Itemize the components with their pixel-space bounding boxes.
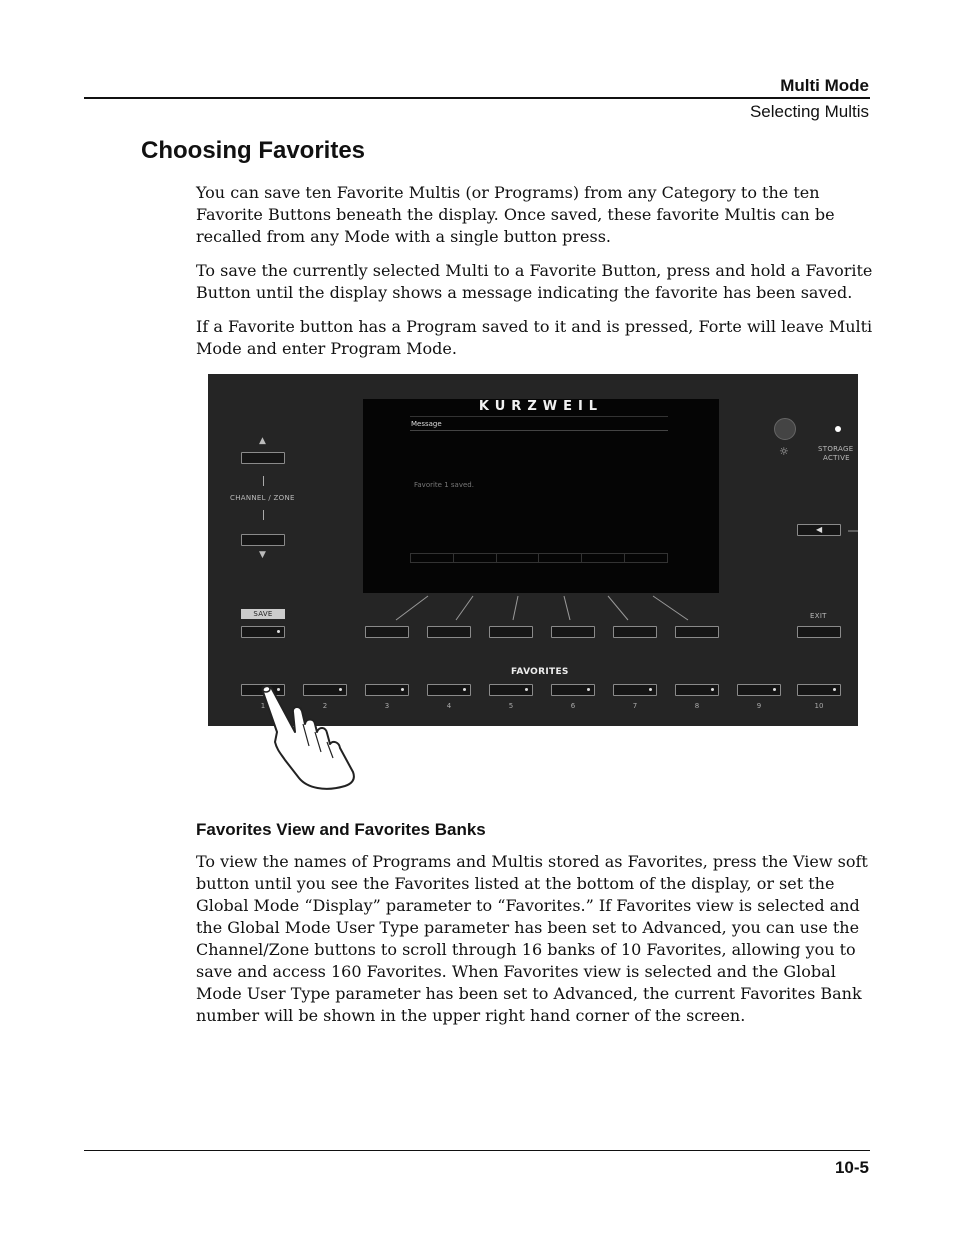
- subsection-paragraph: To view the names of Programs and Multis stored as Favorites, press the View soft button until you see the Favorites listed at the bottom of the display, or set the Global Mode “Display” parameter to “Favorites.” If Favorites view is selected and the Global Mode User Type parameter has been set to Advanced, you can use the Channel/Zone buttons to scroll through 16 banks of 10 Favorites, allowing you to save and access 160 Favorites. When Favorites view is selected and the Global Mode User Type parameter has been set to Advanced, the current Favorites Bank number will be shown in the upper right hand corner of the screen.: [196, 852, 868, 1025]
- active-label: ACTIVE: [823, 454, 850, 462]
- favorite-button-5[interactable]: [489, 684, 533, 696]
- soft-button-6[interactable]: [675, 626, 719, 638]
- favorite-button-7[interactable]: [613, 684, 657, 696]
- save-label: SAVE: [241, 609, 285, 619]
- exit-button[interactable]: [797, 626, 841, 638]
- storage-label: STORAGE: [818, 445, 854, 453]
- page-number: 10-5: [834, 1158, 869, 1177]
- favorite-number-6: 6: [570, 702, 576, 710]
- brightness-icon: ☼: [779, 445, 790, 458]
- favorite-number-4: 4: [446, 702, 452, 710]
- favorite-button-10[interactable]: [797, 684, 841, 696]
- storage-led-icon: [835, 426, 841, 432]
- favorite-number-2: 2: [322, 702, 328, 710]
- soft-button-1[interactable]: [365, 626, 409, 638]
- favorites-label: FAVORITES: [511, 667, 569, 677]
- favorite-button-9[interactable]: [737, 684, 781, 696]
- favorite-button-8[interactable]: [675, 684, 719, 696]
- down-arrow-icon: ▼: [259, 550, 267, 560]
- favorite-number-8: 8: [694, 702, 700, 710]
- data-knob[interactable]: [774, 418, 796, 440]
- favorite-number-7: 7: [632, 702, 638, 710]
- favorite-number-1: 1: [260, 702, 266, 710]
- channel-zone-label: CHANNEL / ZONE: [230, 494, 295, 502]
- pressing-hand-icon: [255, 680, 365, 790]
- soft-button-4[interactable]: [551, 626, 595, 638]
- header-section: Selecting Multis: [749, 102, 869, 121]
- exit-label: EXIT: [810, 612, 827, 620]
- header-rule: [84, 97, 870, 99]
- header-chapter: Multi Mode: [780, 76, 869, 95]
- favorite-number-9: 9: [756, 702, 762, 710]
- left-arrow-icon: ◀: [816, 525, 823, 534]
- up-arrow-icon: ▲: [259, 436, 267, 446]
- favorite-button-3[interactable]: [365, 684, 409, 696]
- favorite-button-6[interactable]: [551, 684, 595, 696]
- screen-title: Message: [411, 420, 442, 428]
- paragraph-3: If a Favorite button has a Program saved to it and is pressed, Forte will leave Multi Mode and enter Program Mode.: [196, 317, 873, 358]
- subsection-title: Favorites View and Favorites Banks: [196, 820, 486, 839]
- soft-button-5[interactable]: [613, 626, 657, 638]
- favorite-button-4[interactable]: [427, 684, 471, 696]
- screen-message: Favorite 1 saved.: [414, 481, 474, 489]
- footer-rule: [84, 1150, 870, 1151]
- left-arrow-button[interactable]: [797, 524, 841, 536]
- brand-logo: KURZWEIL: [478, 399, 604, 414]
- favorite-number-5: 5: [508, 702, 514, 710]
- soft-button-3[interactable]: [489, 626, 533, 638]
- paragraph-1: You can save ten Favorite Multis (or Programs) from any Category to the ten Favorite Buttons beneath the display. Once saved, these favorite Multis can be recalled from any Mode with a single button press.: [196, 183, 835, 246]
- soft-button-2[interactable]: [427, 626, 471, 638]
- favorite-number-3: 3: [384, 702, 390, 710]
- page-title: Choosing Favorites: [141, 137, 366, 164]
- favorite-number-10: 10: [814, 702, 824, 710]
- front-panel-figure: [208, 374, 858, 726]
- paragraph-2: To save the currently selected Multi to a Favorite Button, press and hold a Favorite Button until the display shows a message indicating the favorite has been saved.: [196, 261, 873, 302]
